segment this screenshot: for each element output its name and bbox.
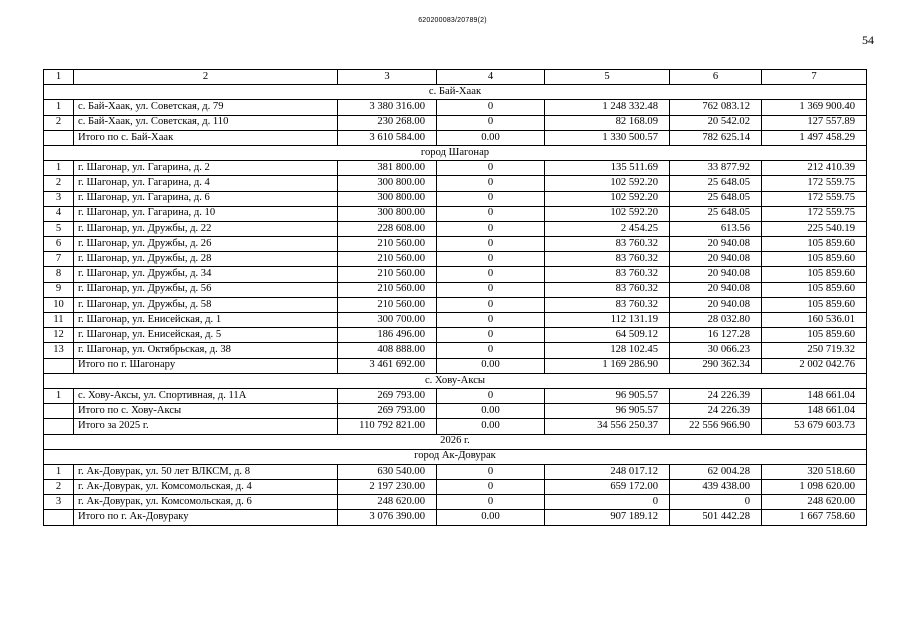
table-cell: 1 <box>44 161 74 176</box>
table-cell: Итого за 2025 г. <box>74 419 338 434</box>
header-cell: 4 <box>437 70 545 85</box>
table-cell: 0 <box>437 388 545 403</box>
table-row <box>44 100 867 115</box>
table-cell: 210 560.00 <box>338 297 437 312</box>
table-cell: 0 <box>437 343 545 358</box>
table-cell: г. Ак-Довурак, ул. Комсомольская, д. 6 <box>74 495 338 510</box>
table-cell: с. Хову-Аксы, ул. Спортивная, д. 11А <box>74 388 338 403</box>
section-title: город Шагонар <box>44 145 867 160</box>
table-cell: 210 560.00 <box>338 267 437 282</box>
table-cell: 10 <box>44 297 74 312</box>
header-cell: 6 <box>670 70 762 85</box>
table-cell: 0.00 <box>437 510 545 525</box>
table-cell: 11 <box>44 313 74 328</box>
table-cell: 20 940.08 <box>670 252 762 267</box>
page-number: 54 <box>862 33 874 47</box>
table-cell: 110 792 821.00 <box>338 419 437 434</box>
table-row <box>44 191 867 206</box>
table-cell: 300 700.00 <box>338 313 437 328</box>
table-cell: 248 620.00 <box>762 495 867 510</box>
table-cell: 225 540.19 <box>762 221 867 236</box>
section-row <box>44 85 867 100</box>
table-cell: 0 <box>545 495 670 510</box>
header-cell: 3 <box>338 70 437 85</box>
table-cell: 0 <box>437 297 545 312</box>
table-cell: 501 442.28 <box>670 510 762 525</box>
table-cell: 0 <box>437 206 545 221</box>
table-cell: 53 679 603.73 <box>762 419 867 434</box>
table-cell: 135 511.69 <box>545 161 670 176</box>
table-row <box>44 237 867 252</box>
table-cell: 128 102.45 <box>545 343 670 358</box>
table-cell: 250 719.32 <box>762 343 867 358</box>
table-cell: 659 172.00 <box>545 480 670 495</box>
table-cell: 1 169 286.90 <box>545 358 670 373</box>
table-cell: 33 877.92 <box>670 161 762 176</box>
table-cell: 210 560.00 <box>338 252 437 267</box>
table-cell: 290 362.34 <box>670 358 762 373</box>
table-cell: 1 098 620.00 <box>762 480 867 495</box>
table-row <box>44 343 867 358</box>
table-cell: г. Шагонар, ул. Гагарина, д. 4 <box>74 176 338 191</box>
table-row <box>44 115 867 130</box>
table-cell: 248 017.12 <box>545 464 670 479</box>
table-cell: 83 760.32 <box>545 237 670 252</box>
table-cell: 1 <box>44 388 74 403</box>
table-cell: 2 197 230.00 <box>338 480 437 495</box>
table-row <box>44 252 867 267</box>
table-header-row <box>44 70 867 85</box>
table-cell: 30 066.23 <box>670 343 762 358</box>
table-cell: г. Шагонар, ул. Дружбы, д. 22 <box>74 221 338 236</box>
table-cell: 0 <box>437 221 545 236</box>
table-cell: 1 369 900.40 <box>762 100 867 115</box>
data-table <box>43 69 867 526</box>
table-row <box>44 267 867 282</box>
table-cell: 0 <box>437 464 545 479</box>
table-cell: 439 438.00 <box>670 480 762 495</box>
table-cell: 34 556 250.37 <box>545 419 670 434</box>
table-cell: г. Шагонар, ул. Гагарина, д. 2 <box>74 161 338 176</box>
table-row <box>44 176 867 191</box>
table-cell: 1 <box>44 464 74 479</box>
section-row <box>44 434 867 449</box>
table-cell: 2 002 042.76 <box>762 358 867 373</box>
table-cell: 25 648.05 <box>670 176 762 191</box>
table-cell: 3 380 316.00 <box>338 100 437 115</box>
table-cell: 0 <box>437 115 545 130</box>
table-cell: 102 592.20 <box>545 206 670 221</box>
table-cell: 160 536.01 <box>762 313 867 328</box>
section-row <box>44 449 867 464</box>
table-cell: 1 330 500.57 <box>545 130 670 145</box>
table-cell: 0 <box>437 267 545 282</box>
table-cell: 4 <box>44 206 74 221</box>
table-cell: 20 940.08 <box>670 237 762 252</box>
table-cell: 2 <box>44 176 74 191</box>
table-cell: 0 <box>437 176 545 191</box>
table-cell: 0 <box>437 313 545 328</box>
table-cell: 0 <box>437 480 545 495</box>
table-cell: 148 661.04 <box>762 388 867 403</box>
table-cell: 212 410.39 <box>762 161 867 176</box>
table-cell: 269 793.00 <box>338 404 437 419</box>
header-cell: 5 <box>545 70 670 85</box>
table-cell: г. Шагонар, ул. Дружбы, д. 28 <box>74 252 338 267</box>
table-cell: Итого по с. Хову-Аксы <box>74 404 338 419</box>
section-title: с. Бай-Хаак <box>44 85 867 100</box>
table-cell: 105 859.60 <box>762 297 867 312</box>
section-title: с. Хову-Аксы <box>44 373 867 388</box>
table-cell: 82 168.09 <box>545 115 670 130</box>
table-cell: 762 083.12 <box>670 100 762 115</box>
table-cell: 0 <box>437 161 545 176</box>
table-cell: 0.00 <box>437 404 545 419</box>
table-cell: 7 <box>44 252 74 267</box>
table-cell: г. Шагонар, ул. Дружбы, д. 56 <box>74 282 338 297</box>
table-cell: г. Ак-Довурак, ул. Комсомольская, д. 4 <box>74 480 338 495</box>
table-cell: 0 <box>437 100 545 115</box>
table-cell: 1 667 758.60 <box>762 510 867 525</box>
table-body <box>44 70 867 526</box>
table-cell: г. Шагонар, ул. Дружбы, д. 34 <box>74 267 338 282</box>
table-cell: 25 648.05 <box>670 206 762 221</box>
table-cell: 22 556 966.90 <box>670 419 762 434</box>
table-cell: 2 <box>44 115 74 130</box>
table-cell: 3 610 584.00 <box>338 130 437 145</box>
table-cell: 3 <box>44 191 74 206</box>
table-cell: 3 076 390.00 <box>338 510 437 525</box>
table-cell <box>44 419 74 434</box>
table-cell: 83 760.32 <box>545 297 670 312</box>
table-cell <box>44 358 74 373</box>
section-row <box>44 145 867 160</box>
table-cell: 105 859.60 <box>762 237 867 252</box>
table-cell: 13 <box>44 343 74 358</box>
table-cell: 105 859.60 <box>762 328 867 343</box>
table-cell: 381 800.00 <box>338 161 437 176</box>
table-cell: 96 905.57 <box>545 404 670 419</box>
table-row <box>44 328 867 343</box>
table-cell: 172 559.75 <box>762 191 867 206</box>
table-cell: 300 800.00 <box>338 191 437 206</box>
document-id: 620200083/20789(2) <box>418 17 487 24</box>
table-cell: 172 559.75 <box>762 176 867 191</box>
table-cell: 20 940.08 <box>670 267 762 282</box>
table-cell: 0 <box>437 191 545 206</box>
table-cell: 28 032.80 <box>670 313 762 328</box>
table-cell: 186 496.00 <box>338 328 437 343</box>
table-cell: Итого по г. Шагонару <box>74 358 338 373</box>
table-cell: 172 559.75 <box>762 206 867 221</box>
table-cell: г. Шагонар, ул. Енисейская, д. 1 <box>74 313 338 328</box>
table-cell: 230 268.00 <box>338 115 437 130</box>
header-cell: 1 <box>44 70 74 85</box>
table-cell: 0 <box>670 495 762 510</box>
table-cell: 300 800.00 <box>338 176 437 191</box>
table-cell: 320 518.60 <box>762 464 867 479</box>
table-cell: 5 <box>44 221 74 236</box>
table-row <box>44 282 867 297</box>
table-cell: 1 248 332.48 <box>545 100 670 115</box>
table-cell: 8 <box>44 267 74 282</box>
table-cell: 907 189.12 <box>545 510 670 525</box>
section-title: город Ак-Довурак <box>44 449 867 464</box>
table-cell: 112 131.19 <box>545 313 670 328</box>
table-cell: 210 560.00 <box>338 237 437 252</box>
table-cell: 105 859.60 <box>762 282 867 297</box>
table-cell: Итого по г. Ак-Довураку <box>74 510 338 525</box>
table-row <box>44 495 867 510</box>
total-row <box>44 404 867 419</box>
table-cell: 228 608.00 <box>338 221 437 236</box>
table-cell: 16 127.28 <box>670 328 762 343</box>
table-cell: 782 625.14 <box>670 130 762 145</box>
table-cell: 1 497 458.29 <box>762 130 867 145</box>
table-cell: 102 592.20 <box>545 191 670 206</box>
table-cell: 12 <box>44 328 74 343</box>
total-row <box>44 130 867 145</box>
table-cell: г. Шагонар, ул. Гагарина, д. 6 <box>74 191 338 206</box>
table-cell: 83 760.32 <box>545 252 670 267</box>
table-cell: г. Шагонар, ул. Октябрьская, д. 38 <box>74 343 338 358</box>
table-cell: 3 461 692.00 <box>338 358 437 373</box>
table-cell: 269 793.00 <box>338 388 437 403</box>
table-cell: 105 859.60 <box>762 252 867 267</box>
total-row <box>44 419 867 434</box>
section-title: 2026 г. <box>44 434 867 449</box>
table-row <box>44 221 867 236</box>
table-cell: 0 <box>437 282 545 297</box>
table-cell: г. Шагонар, ул. Гагарина, д. 10 <box>74 206 338 221</box>
table-cell: 9 <box>44 282 74 297</box>
header-cell: 2 <box>74 70 338 85</box>
table-cell: 300 800.00 <box>338 206 437 221</box>
table-cell: 24 226.39 <box>670 388 762 403</box>
table-cell: 0 <box>437 237 545 252</box>
table-cell: 20 940.08 <box>670 297 762 312</box>
table-row <box>44 313 867 328</box>
table-cell: 25 648.05 <box>670 191 762 206</box>
table-cell: 613.56 <box>670 221 762 236</box>
table-cell: 630 540.00 <box>338 464 437 479</box>
table-cell <box>44 510 74 525</box>
table-cell: 20 542.02 <box>670 115 762 130</box>
table-cell: 0.00 <box>437 419 545 434</box>
table-cell: 24 226.39 <box>670 404 762 419</box>
table-cell: 148 661.04 <box>762 404 867 419</box>
table-row <box>44 464 867 479</box>
table-cell: Итого по с. Бай-Хаак <box>74 130 338 145</box>
table-cell <box>44 130 74 145</box>
table-cell: 127 557.89 <box>762 115 867 130</box>
table-cell: 0 <box>437 328 545 343</box>
table-cell: 0.00 <box>437 358 545 373</box>
table-cell: 2 454.25 <box>545 221 670 236</box>
table-row <box>44 161 867 176</box>
table-cell: 6 <box>44 237 74 252</box>
table-cell: 105 859.60 <box>762 267 867 282</box>
table-cell: 83 760.32 <box>545 267 670 282</box>
total-row <box>44 510 867 525</box>
header-cell: 7 <box>762 70 867 85</box>
table-cell: г. Шагонар, ул. Дружбы, д. 26 <box>74 237 338 252</box>
table-cell: с. Бай-Хаак, ул. Советская, д. 110 <box>74 115 338 130</box>
table-row <box>44 206 867 221</box>
table-cell: 1 <box>44 100 74 115</box>
table-cell: 96 905.57 <box>545 388 670 403</box>
table-cell: 64 509.12 <box>545 328 670 343</box>
table-cell: г. Шагонар, ул. Енисейская, д. 5 <box>74 328 338 343</box>
table-cell: 248 620.00 <box>338 495 437 510</box>
table-cell: 0.00 <box>437 130 545 145</box>
table-cell: 408 888.00 <box>338 343 437 358</box>
table-cell <box>44 404 74 419</box>
table-cell: с. Бай-Хаак, ул. Советская, д. 79 <box>74 100 338 115</box>
table-row <box>44 297 867 312</box>
section-row <box>44 373 867 388</box>
table-cell: г. Ак-Довурак, ул. 50 лет ВЛКСМ, д. 8 <box>74 464 338 479</box>
table-cell: 102 592.20 <box>545 176 670 191</box>
table-cell: 0 <box>437 495 545 510</box>
table-cell: 62 004.28 <box>670 464 762 479</box>
table-row <box>44 480 867 495</box>
table-cell: 210 560.00 <box>338 282 437 297</box>
table-row <box>44 388 867 403</box>
table-cell: 83 760.32 <box>545 282 670 297</box>
table-cell: 3 <box>44 495 74 510</box>
table-cell: 2 <box>44 480 74 495</box>
table-cell: г. Шагонар, ул. Дружбы, д. 58 <box>74 297 338 312</box>
table-cell: 0 <box>437 252 545 267</box>
table-cell: 20 940.08 <box>670 282 762 297</box>
total-row <box>44 358 867 373</box>
